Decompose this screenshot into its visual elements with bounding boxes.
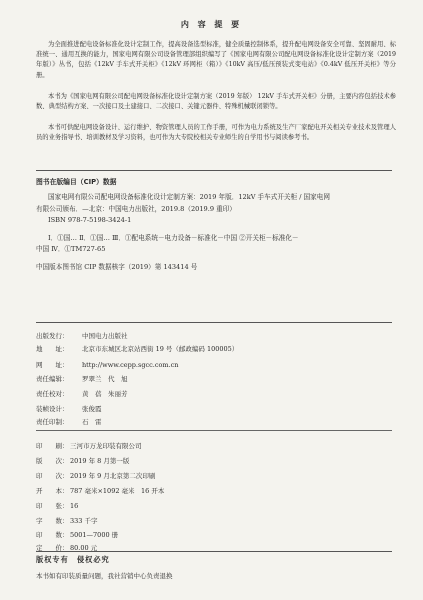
spec-row: 定 价： 80.00 元 bbox=[36, 544, 98, 552]
spec-row: 开 本： 787 毫米×1092 毫米 16 开本 bbox=[36, 487, 165, 495]
publisher-row: 责任印制： 石 雷 bbox=[36, 418, 102, 426]
cip-heading: 图书在版编目（CIP）数据 bbox=[36, 178, 117, 186]
spec-row: 版 次： 2019 年 8 月第一版 bbox=[36, 457, 130, 465]
spec-row: 印 刷： 三河市万龙印装有限公司 bbox=[36, 442, 142, 450]
publisher-row: 装帧设计： 张俊霞 bbox=[36, 405, 102, 413]
copyright-heading: 版权专有 侵权必究 bbox=[36, 555, 110, 564]
copyright-note: 本书如有印装质量问题，我社营销中心负责退换 bbox=[36, 572, 173, 580]
publisher-row: 地 址： 北京市东城区北京站西街 19 号（邮政编码 100005） bbox=[36, 345, 239, 353]
spec-row: 字 数： 333 千字 bbox=[36, 517, 98, 525]
summary-title: 内 容 提 要 bbox=[180, 20, 243, 29]
cip-isbn: ISBN 978-7-5198-3424-1 bbox=[48, 216, 132, 224]
cip-line-1: 国家电网有限公司配电网设备标准化设计定制方案：2019 年版．12kV 手车式开关柜 / 国家电网 bbox=[48, 193, 330, 201]
cip-number: 中国版本图书馆 CIP 数据核字（2019）第 143414 号 bbox=[36, 262, 198, 271]
summary-paragraph-1: 为全面推进配电设备标准化设计定制工作，提高设备选型标准，健全质量控制体系，提升配电网设备安全可靠、坚固耐用、标准统一、通用互换的能力，国家电网有限公司设备管理部组织编写了《国家电网有限公司配电网设备标准化设计定制方案（2019年版）》丛书，包括《12kV 手车式开关柜》《12kV 环网柜（箱）》《10kV 高压/低压预装式变电站》《0.4kV 低压开关柜》等分册。 bbox=[36, 41, 396, 79]
summary-paragraph-2: 本书为《国家电网有限公司配电网设备标准化设计定制方案（2019 年版） 12kV 手车式开关柜》分册，主要内容包括技术参数、典型结构方案、一次接口及土建接口、二次接口、关键元器件、特殊机械联闭锁等。 bbox=[36, 93, 396, 111]
divider-bottom bbox=[36, 551, 392, 552]
spec-row: 印 次： 2019 年 9 月北京第二次印刷 bbox=[36, 472, 156, 480]
summary-paragraph-3: 本书可供配电网设备设计、运行维护、物资管理人员的工作手册，可作为电力系统及生产厂家配电开关相关专业技术及管理人员的业务指导书、培训教材及学习资料，也可作为大专院校相关专业师生的自学用书与阅读参考书。 bbox=[36, 124, 396, 142]
cip-classification-1: Ⅰ．①国… Ⅱ．①国… Ⅲ．①配电系统－电力设备－标准化－中国 ②开关柜－标准化－ bbox=[48, 233, 299, 242]
publisher-row: 出版发行： 中国电力出版社 bbox=[36, 332, 128, 340]
publisher-row: 责任编辑： 罗翠兰 代 旭 bbox=[36, 375, 128, 383]
divider-mid bbox=[36, 322, 392, 323]
divider-lower bbox=[36, 430, 392, 431]
spec-row: 印 数： 5001—7000 册 bbox=[36, 531, 119, 539]
cip-classification-2: 中国 Ⅳ．①TM727-65 bbox=[36, 245, 106, 253]
cip-line-2: 有限公司颁布．—北京：中国电力出版社，2019.8（2019.9 重印） bbox=[36, 204, 236, 213]
publisher-row: 网 址： http://www.cepp.sgcc.com.cn bbox=[36, 361, 179, 369]
cip-block bbox=[36, 192, 394, 273]
divider-top bbox=[36, 170, 392, 171]
spec-row: 印 张： 16 bbox=[36, 502, 79, 510]
publisher-row: 责任校对： 黄 蓓 朱丽芳 bbox=[36, 390, 128, 398]
